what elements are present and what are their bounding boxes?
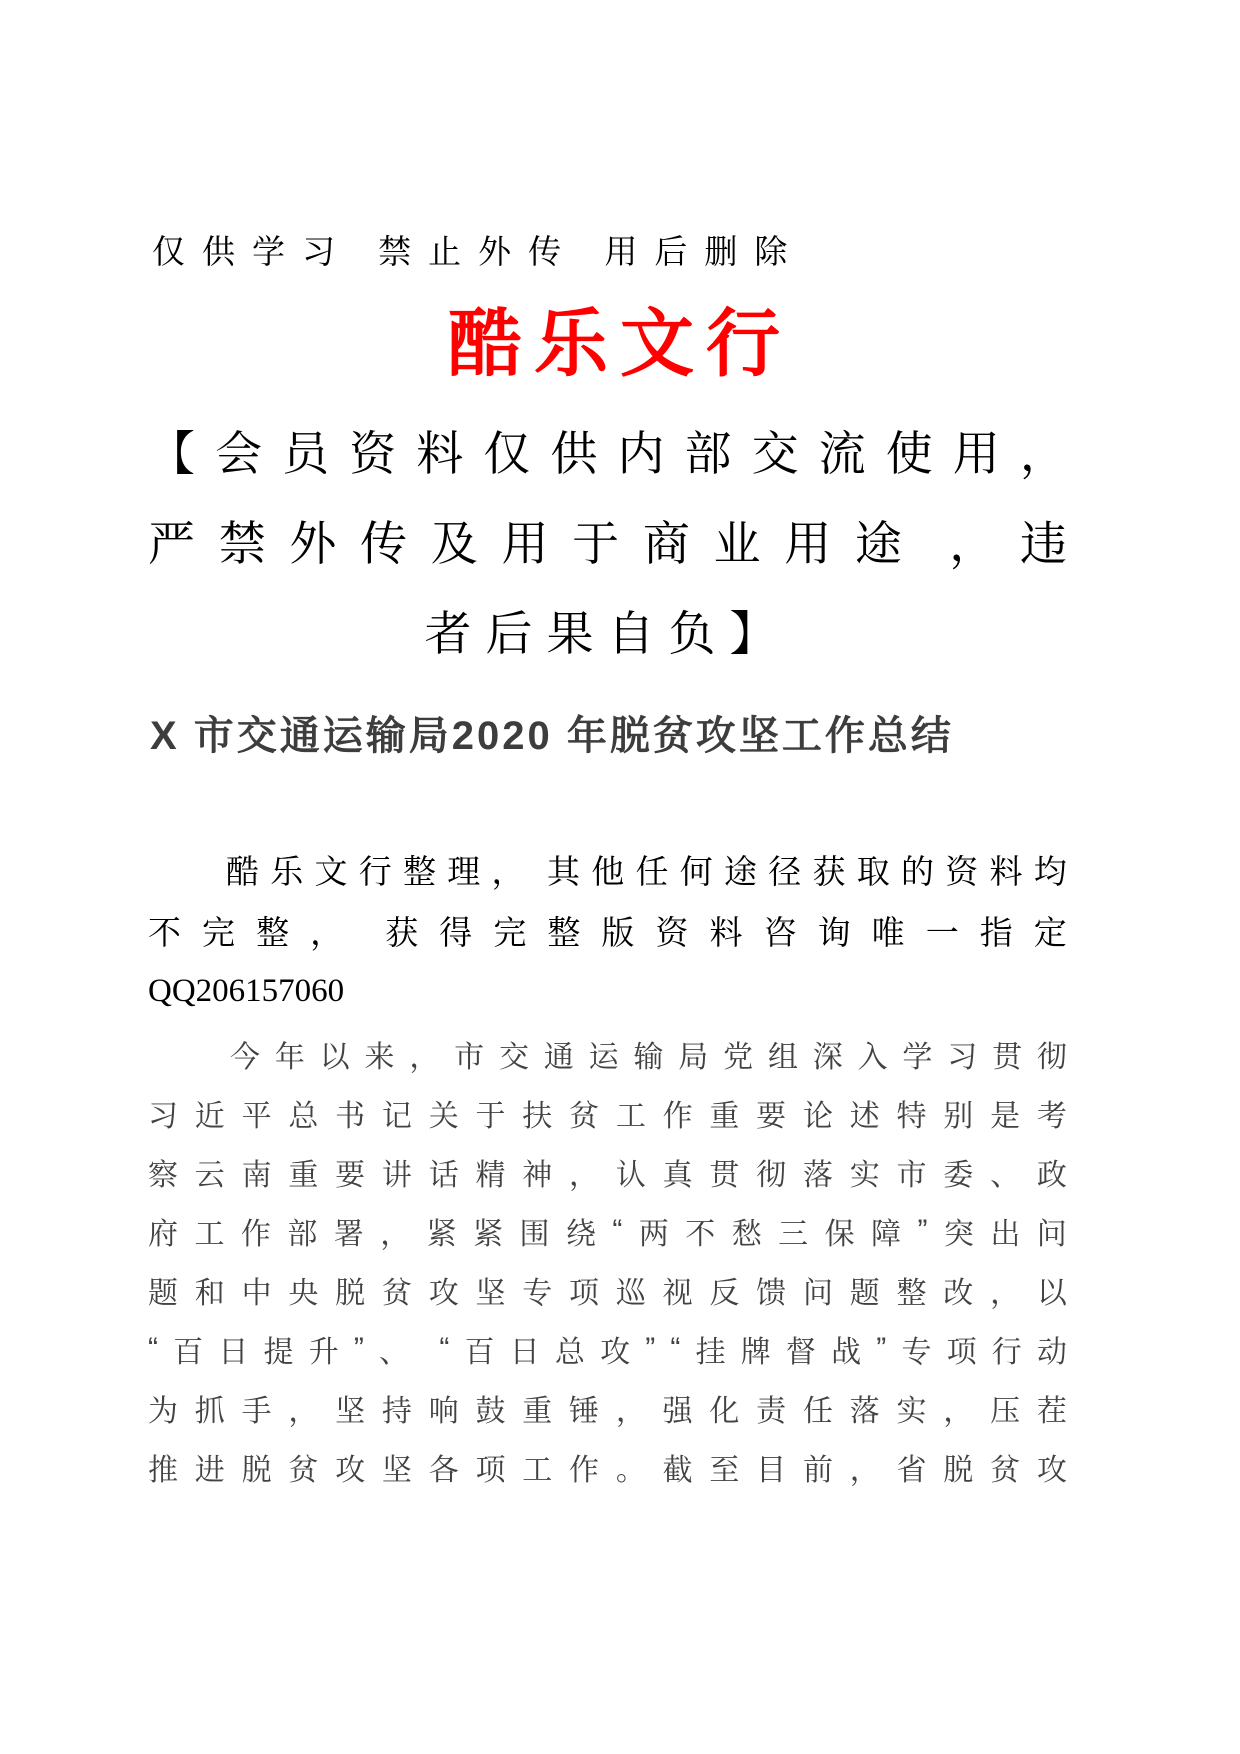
body-line-7: 为 抓 手 ， 坚 持 响 鼓 重 锤 ， 强 化 责 任 落 实 ， 压 茬 — [148, 1394, 1067, 1428]
disclaimer-line: 仅供学习 禁止外传 用后删除 — [152, 233, 805, 270]
body-paragraph — [148, 1024, 1067, 1496]
member-notice — [148, 405, 1067, 675]
body-line-8: 推 进 脱 贫 攻 坚 各 项 工 作 。 截 至 目 前 ， 省 脱 贫 攻 — [148, 1453, 1067, 1487]
intro-paragraph — [148, 839, 1067, 1022]
body-line-4: 府 工 作 部 署 ， 紧 紧 围 绕 “ 两 不 愁 三 保 障 ” 突 出 问 — [148, 1213, 1067, 1251]
notice-line-1: 【 会 员 资 料 仅 供 内 部 交 流 使 用 ， — [148, 426, 1067, 480]
body-line-2: 习 近 平 总 书 记 关 于 扶 贫 工 作 重 要 论 述 特 别 是 考 — [148, 1099, 1067, 1133]
intro-line-1: 酷 乐 文 行 整 理 ， 其 他 任 何 途 径 获 取 的 资 料 均 — [226, 855, 1067, 891]
body-line-5: 题 和 中 央 脱 贫 攻 坚 专 项 巡 视 反 馈 问 题 整 改 ， 以 — [148, 1276, 1067, 1310]
body-line-6: “ 百 日 提 升 ” 、 “ 百 日 总 攻 ” “ 挂 牌 督 战 ” 专 项 行 动 — [148, 1331, 1067, 1369]
notice-line-2: 严 禁 外 传 及 用 于 商 业 用 途 ， 违 — [148, 516, 1067, 570]
document-title: X 市交通运输局2020 年脱贫攻坚工作总结 — [150, 714, 954, 758]
notice-line-3: 者后果自负】 — [424, 606, 791, 660]
intro-line-qq: QQ206157060 — [148, 973, 345, 1009]
intro-line-2: 不 完 整 ， 获 得 完 整 版 资 料 咨 询 唯 一 指 定 — [148, 916, 1067, 952]
body-line-3: 察 云 南 重 要 讲 话 精 神 ， 认 真 贯 彻 落 实 市 委 、 政 — [148, 1158, 1067, 1192]
watermark-title: 酷乐文行 — [448, 302, 792, 385]
body-line-1: 今 年 以 来 ， 市 交 通 运 输 局 党 组 深 入 学 习 贯 彻 — [230, 1040, 1067, 1074]
